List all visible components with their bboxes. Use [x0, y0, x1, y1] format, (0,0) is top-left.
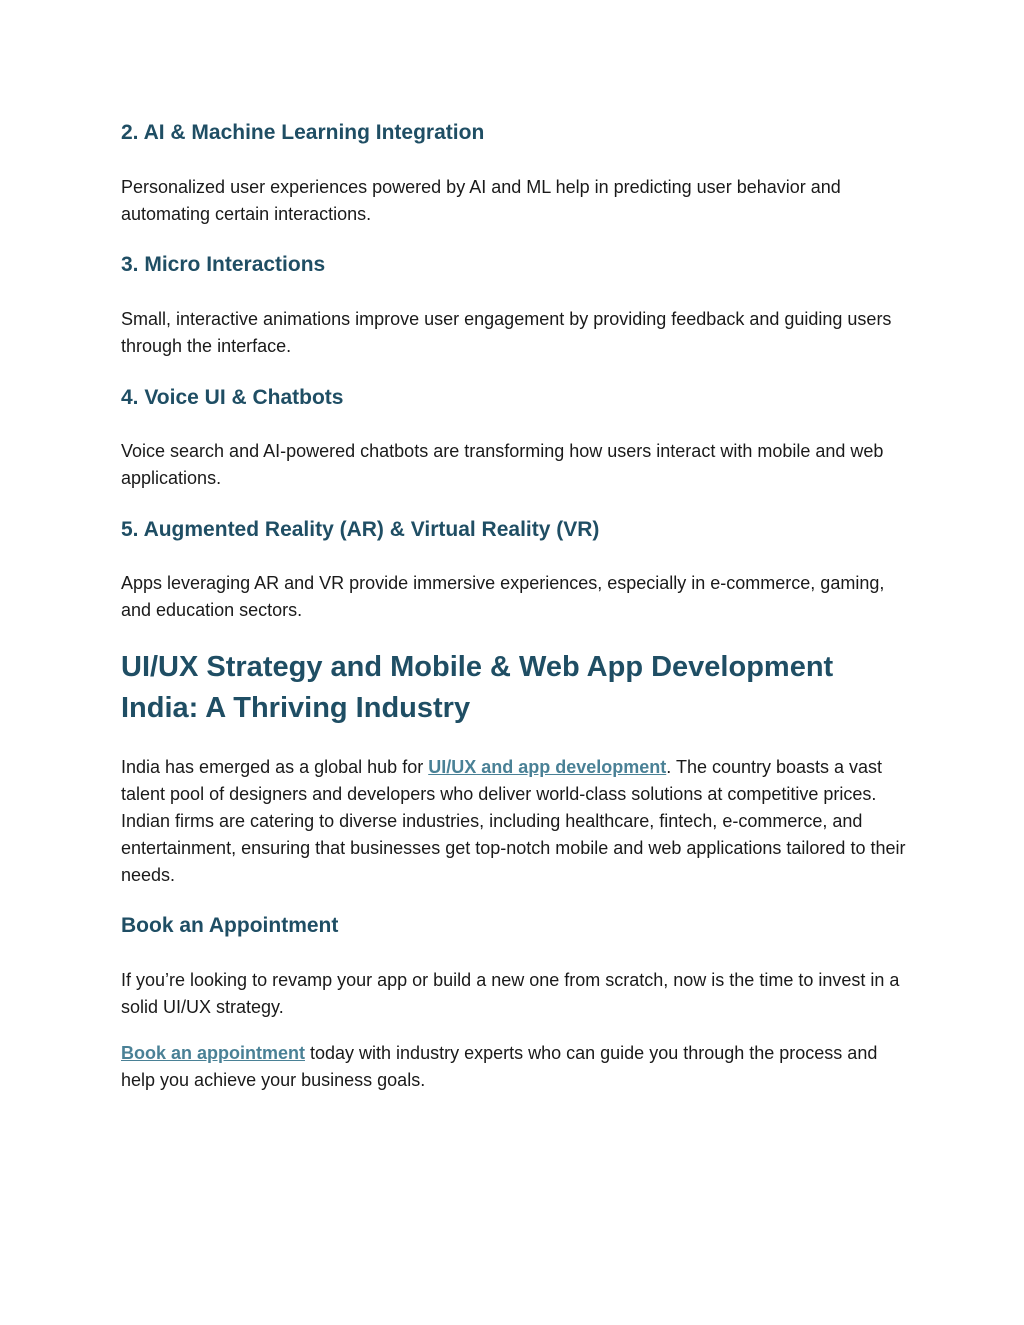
heading-book-appointment: Book an Appointment: [121, 914, 339, 937]
paragraph-india-rest: . The country boasts a vast talent pool of designers and developers who deliver world-class solutions at competitive prices. Indian firms are catering to diverse industries, including healthcare, fintech, e-commerce, and entertainment, ensuring that businesses get top-notch mobile and web applications tailored to their needs.: [121, 757, 906, 885]
paragraph-micro-interactions: Small, interactive animations improve user engagement by providing feedback and guiding users through the interface.: [121, 309, 892, 356]
paragraph-ar-vr: Apps leveraging AR and VR provide immersive experiences, especially in e-commerce, gaming, and education sectors.: [121, 573, 885, 620]
heading-voice-ui: 4. Voice UI & Chatbots: [121, 386, 344, 409]
heading-micro-interactions: 3. Micro Interactions: [121, 253, 326, 276]
uiux-app-development-link[interactable]: UI/UX and app development: [428, 757, 667, 777]
paragraph-appointment-cta-rest: today with industry experts who can guide you through the process and help you achieve your business goals.: [121, 1043, 878, 1090]
paragraph-appointment: If you’re looking to revamp your app or build a new one from scratch, now is the time to invest in a solid UI/UX strategy.: [121, 970, 900, 1017]
paragraph-india: [121, 754, 911, 889]
heading-ai-ml: 2. AI & Machine Learning Integration: [121, 121, 485, 144]
paragraph-appointment-cta: [121, 1040, 911, 1094]
paragraph-india-intro: India has emerged as a global hub for: [121, 757, 429, 777]
heading-india-industry: UI/UX Strategy and Mobile & Web App Development India: A Thriving Industry: [121, 651, 834, 724]
paragraph-ai-ml: Personalized user experiences powered by AI and ML help in predicting user behavior and automating certain interactions.: [121, 177, 841, 224]
book-appointment-link[interactable]: Book an appointment: [121, 1043, 305, 1063]
paragraph-voice-ui: Voice search and AI-powered chatbots are transforming how users interact with mobile and web applications.: [121, 441, 884, 488]
heading-ar-vr: 5. Augmented Reality (AR) & Virtual Reality (VR): [121, 518, 600, 541]
